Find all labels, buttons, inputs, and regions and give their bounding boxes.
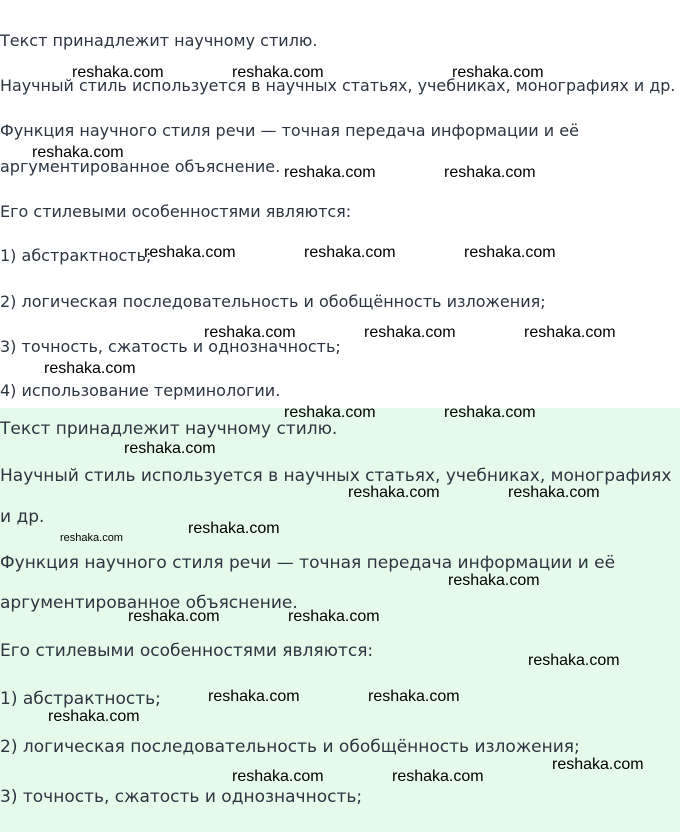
watermark: reshaka.com [444, 404, 536, 421]
list-item: 4) использование терминологии. [0, 381, 281, 400]
watermark: reshaka.com [508, 484, 600, 501]
text-line: и др. [0, 507, 45, 527]
watermark: reshaka.com [232, 768, 324, 785]
watermark: reshaka.com [60, 532, 123, 544]
watermark: reshaka.com [304, 244, 396, 261]
watermark: reshaka.com [452, 64, 544, 81]
text-line: Текст принадлежит научному стилю. [0, 31, 318, 50]
watermark: reshaka.com [208, 688, 300, 705]
text-line: Текст принадлежит научному стилю. [0, 419, 338, 439]
text-line: Научный стиль используется в научных статьях, учебниках, монографиях и др. [0, 76, 676, 95]
text-line: аргументированное объяснение. [0, 593, 298, 613]
watermark: reshaka.com [528, 652, 620, 669]
watermark: reshaka.com [232, 64, 324, 81]
list-item: 1) абстрактность; [0, 246, 152, 265]
watermark: reshaka.com [364, 324, 456, 341]
watermark: reshaka.com [524, 324, 616, 341]
text-line: Его стилевыми особенностями являются: [0, 641, 374, 661]
list-item: 3) точность, сжатость и однозначность; [0, 337, 341, 356]
text-line: Функция научного стиля речи — точная передача информации и её [0, 121, 579, 140]
watermark: reshaka.com [48, 708, 140, 725]
watermark: reshaka.com [128, 608, 220, 625]
list-item: 3) точность, сжатость и однозначность; [0, 787, 363, 807]
watermark: reshaka.com [348, 484, 440, 501]
watermark: reshaka.com [552, 756, 644, 773]
watermark: reshaka.com [144, 244, 236, 261]
watermark: reshaka.com [448, 572, 540, 589]
watermark: reshaka.com [188, 520, 280, 537]
text-line: Его стилевыми особенностями являются: [0, 202, 352, 221]
watermark: reshaka.com [44, 360, 136, 377]
text-line: Научный стиль используется в научных статьях, учебниках, монографиях [0, 466, 672, 486]
watermark: reshaka.com [32, 144, 124, 161]
watermark: reshaka.com [288, 608, 380, 625]
watermark: reshaka.com [444, 164, 536, 181]
watermark: reshaka.com [284, 404, 376, 421]
watermark: reshaka.com [464, 244, 556, 261]
text-line: Функция научного стиля речи — точная передача информации и её [0, 553, 616, 573]
list-item: 2) логическая последовательность и обобщённость изложения; [0, 292, 546, 311]
watermark: reshaka.com [204, 324, 296, 341]
watermark: reshaka.com [392, 768, 484, 785]
text-line: аргументированное объяснение. [0, 157, 281, 176]
watermark: reshaka.com [368, 688, 460, 705]
watermark: reshaka.com [124, 440, 216, 457]
watermark: reshaka.com [284, 164, 376, 181]
list-item: 2) логическая последовательность и обобщённость изложения; [0, 737, 580, 757]
list-item: 1) абстрактность; [0, 689, 161, 709]
watermark: reshaka.com [72, 64, 164, 81]
answer-panel-top [0, 0, 680, 408]
